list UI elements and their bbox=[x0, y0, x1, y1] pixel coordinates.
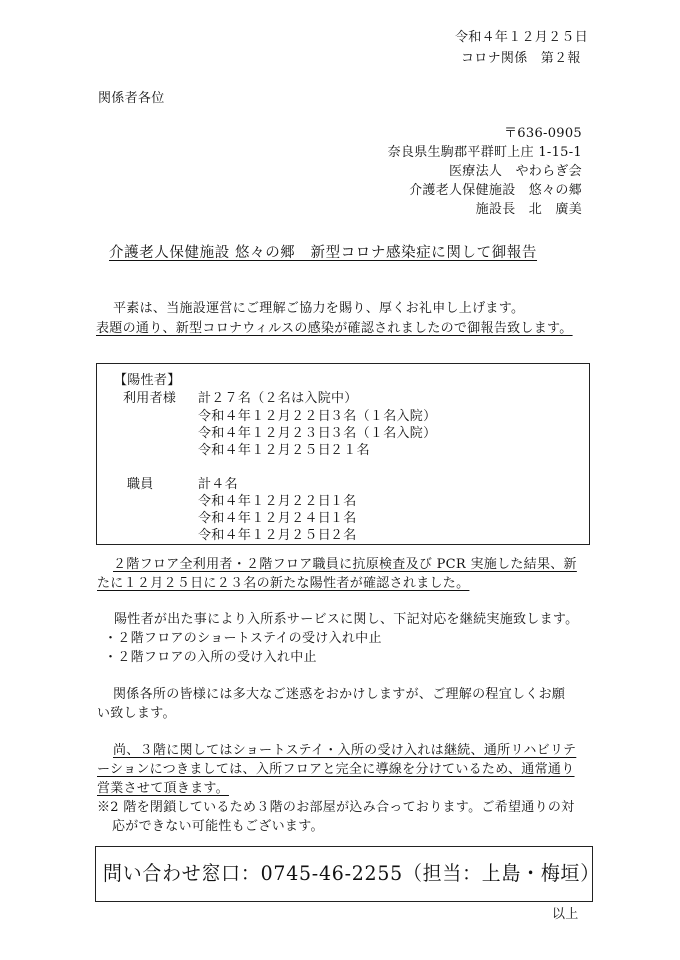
residents-row-count: ３名（１名入院） bbox=[330, 426, 437, 441]
note-line-1: ※2 階を閉鎖しているため３階のお部屋が込み合っております。ご希望通りの対 bbox=[97, 800, 575, 815]
test-result-line-2: たに１２月２５日に２３名の新たな陽性者が確認されました。 bbox=[97, 576, 470, 591]
staff-row-date: 令和４年１２月２５日 bbox=[198, 528, 332, 543]
document-date: 令和４年１２月２５日 bbox=[455, 30, 589, 45]
staff-row-count: １名 bbox=[330, 494, 357, 509]
closing-text: 以上 bbox=[552, 907, 579, 922]
residents-row-date: 令和４年１２月２３日 bbox=[198, 426, 332, 441]
measures-item: ・２階フロアの入所の受け入れ中止 bbox=[104, 650, 317, 665]
residents-label: 利用者様 bbox=[123, 391, 177, 406]
third-floor-line-3: 営業させて頂きます。 bbox=[97, 781, 229, 796]
page-title: 介護老人保健施設 悠々の郷 新型コロナ感染症に関して御報告 bbox=[109, 245, 538, 261]
residents-row-date: 令和４年１２月２５日 bbox=[198, 443, 332, 458]
third-floor-line-2: ーションにつきましては、入所フロアと完全に導線を分けているため、通常通り bbox=[97, 762, 575, 777]
residents-row-date: 令和４年１２月２２日 bbox=[198, 409, 332, 424]
staff-row-date: 令和４年１２月２４日 bbox=[198, 511, 332, 526]
sender-address: 奈良県生駒郡平群町上庄 1-15-1 bbox=[387, 145, 582, 160]
residents-row-count: ２１名 bbox=[330, 443, 370, 458]
sender-corporation: 医療法人 やわらぎ会 bbox=[448, 164, 582, 179]
measures-item: ・２階フロアのショートステイの受け入れ中止 bbox=[104, 631, 382, 646]
contact-info: 問い合わせ窓口：0745-46-2255（担当：上島・梅垣） bbox=[103, 861, 600, 885]
sender-postal: 〒636-0905 bbox=[504, 126, 582, 141]
staff-label: 職員 bbox=[127, 477, 154, 492]
measures-intro: 陽性者が出た事により入所系サービスに関し、下記対応を継続実施致します。 bbox=[114, 612, 579, 627]
residents-row-count: ３名（１名入院） bbox=[330, 409, 437, 424]
greeting-line-1: 平素は、当施設運営にご理解ご協力を賜り、厚くお礼申し上げます。 bbox=[113, 301, 525, 316]
recipients: 関係者各位 bbox=[98, 91, 165, 106]
apology-line-1: 関係各所の皆様には多大なご迷惑をおかけしますが、ご理解の程宜しくお願 bbox=[113, 687, 566, 702]
report-number: コロナ関係 第２報 bbox=[461, 51, 581, 66]
sender-director: 施設長 北 廣美 bbox=[475, 202, 582, 217]
apology-line-2: い致します。 bbox=[97, 706, 176, 721]
staff-row-count: １名 bbox=[330, 511, 357, 526]
test-result-line-1: ２階フロア全利用者・２階フロア職員に抗原検査及び PCR 実施した結果、新 bbox=[113, 557, 577, 572]
residents-total: 計２７名（２名は入院中） bbox=[198, 391, 358, 406]
staff-total: 計４名 bbox=[198, 477, 238, 492]
staff-row-date: 令和４年１２月２２日 bbox=[198, 494, 332, 509]
note-line-2: 応ができない可能性もございます。 bbox=[112, 819, 324, 834]
staff-row-count: ２名 bbox=[330, 528, 357, 543]
greeting-line-2: 表題の通り、新型コロナウィルスの感染が確認されましたので御報告致します。 bbox=[96, 321, 573, 336]
positives-heading: 【陽性者】 bbox=[114, 373, 181, 388]
sender-facility: 介護老人保健施設 悠々の郷 bbox=[409, 183, 582, 198]
third-floor-line-1: 尚、３階に関してはショートステイ・入所の受け入れは継続、通所リハビリテ bbox=[113, 743, 577, 758]
